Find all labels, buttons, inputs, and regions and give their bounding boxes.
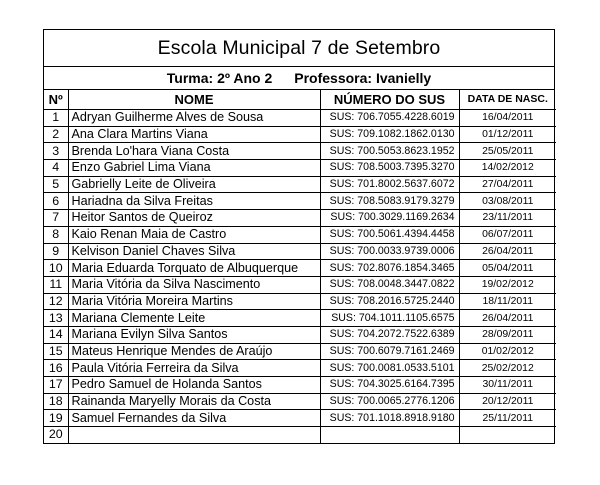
- birth-date: 16/04/2011: [459, 110, 556, 127]
- table-row: [44, 143, 556, 160]
- sus-number: SUS: 704.2072.7522.6389: [320, 326, 459, 343]
- student-name: Maria Vitória da Silva Nascimento: [68, 276, 320, 293]
- sus-number: SUS: 700.0033.9739.0006: [320, 243, 459, 260]
- sus-number: SUS: 708.5003.7395.3270: [320, 160, 459, 177]
- sus-number: SUS: 701.1018.8918.9180: [320, 410, 459, 427]
- column-header-sus: NÚMERO DO SUS: [320, 90, 459, 110]
- sus-number: SUS: 701.8002.5637.6072: [320, 176, 459, 193]
- student-name: Mariana Evilyn Silva Santos: [68, 326, 320, 343]
- row-number: 9: [44, 243, 68, 260]
- birth-date: [459, 427, 556, 443]
- birth-date: 06/07/2011: [459, 226, 556, 243]
- row-number: 5: [44, 176, 68, 193]
- student-name: Enzo Gabriel Lima Viana: [68, 160, 320, 177]
- table-row: [44, 226, 556, 243]
- table-row: [44, 293, 556, 310]
- table-row: [44, 326, 556, 343]
- sus-number: SUS: 700.5053.8623.1952: [320, 143, 459, 160]
- student-name: [68, 427, 320, 443]
- row-number: 10: [44, 260, 68, 277]
- class-info: [44, 67, 554, 90]
- row-number: 8: [44, 226, 68, 243]
- table-row: [44, 210, 556, 227]
- birth-date: 18/11/2011: [459, 293, 556, 310]
- birth-date: 01/12/2011: [459, 126, 556, 143]
- table-row: [44, 276, 556, 293]
- row-number: 7: [44, 210, 68, 227]
- student-name: Gabrielly Leite de Oliveira: [68, 176, 320, 193]
- table-row: [44, 243, 556, 260]
- row-number: 13: [44, 310, 68, 327]
- row-number: 15: [44, 343, 68, 360]
- birth-date: 01/02/2012: [459, 343, 556, 360]
- table-row: [44, 343, 556, 360]
- table-row: [44, 393, 556, 410]
- birth-date: 27/04/2011: [459, 176, 556, 193]
- student-name: Rainanda Maryelly Morais da Costa: [68, 393, 320, 410]
- student-name: Samuel Fernandes da Silva: [68, 410, 320, 427]
- sus-number: SUS: 700.0065.2776.1206: [320, 393, 459, 410]
- birth-date: 19/02/2012: [459, 276, 556, 293]
- birth-date: 25/05/2011: [459, 143, 556, 160]
- sus-number: SUS: 702.8076.1854.3465: [320, 260, 459, 277]
- sus-number: SUS: 708.2016.5725.2440: [320, 293, 459, 310]
- student-name: Mariana Clemente Leite: [68, 310, 320, 327]
- row-number: 4: [44, 160, 68, 177]
- row-number: 17: [44, 377, 68, 394]
- row-number: 20: [44, 427, 68, 443]
- sus-number: SUS: 700.5061.4394.4458: [320, 226, 459, 243]
- sus-number: SUS: 708.5083.9179.3279: [320, 193, 459, 210]
- sus-number: SUS: 706.7055.4228.6019: [320, 110, 459, 127]
- table-row: [44, 176, 556, 193]
- table-row: [44, 193, 556, 210]
- birth-date: 25/11/2011: [459, 410, 556, 427]
- sus-number: SUS: 709.1082.1862.0130: [320, 126, 459, 143]
- student-name: Paula Vitória Ferreira da Silva: [68, 360, 320, 377]
- student-table: [44, 90, 556, 443]
- table-row: [44, 310, 556, 327]
- row-number: 18: [44, 393, 68, 410]
- class-roster-sheet: [43, 29, 555, 444]
- sus-number: SUS: 704.1011.1105.6575: [320, 310, 459, 327]
- student-name: Kaio Renan Maia de Castro: [68, 226, 320, 243]
- table-row: [44, 427, 556, 443]
- student-name: Adryan Guilherme Alves de Sousa: [68, 110, 320, 127]
- teacher-label: Professora: Ivanielly: [294, 70, 432, 86]
- table-row: [44, 410, 556, 427]
- row-number: 16: [44, 360, 68, 377]
- table-row: [44, 160, 556, 177]
- table-row: [44, 126, 556, 143]
- school-title: Escola Municipal 7 de Setembro: [44, 30, 554, 67]
- row-number: 19: [44, 410, 68, 427]
- birth-date: 28/09/2011: [459, 326, 556, 343]
- birth-date: 25/02/2012: [459, 360, 556, 377]
- birth-date: 03/08/2011: [459, 193, 556, 210]
- birth-date: 20/12/2011: [459, 393, 556, 410]
- row-number: 3: [44, 143, 68, 160]
- sus-number: [320, 427, 459, 443]
- birth-date: 05/04/2011: [459, 260, 556, 277]
- birth-date: 30/11/2011: [459, 377, 556, 394]
- column-header-birthdate: DATA DE NASC.: [459, 90, 556, 110]
- student-name: Maria Vitória Moreira Martins: [68, 293, 320, 310]
- student-name: Brenda Lo'hara Viana Costa: [68, 143, 320, 160]
- sus-number: SUS: 700.0081.0533.5101: [320, 360, 459, 377]
- row-number: 11: [44, 276, 68, 293]
- row-number: 12: [44, 293, 68, 310]
- sus-number: SUS: 700.6079.7161.2469: [320, 343, 459, 360]
- student-name: Ana Clara Martins Viana: [68, 126, 320, 143]
- birth-date: 26/04/2011: [459, 243, 556, 260]
- table-row: [44, 110, 556, 127]
- column-header-name: NOME: [68, 90, 320, 110]
- birth-date: 23/11/2011: [459, 210, 556, 227]
- row-number: 2: [44, 126, 68, 143]
- birth-date: 14/02/2012: [459, 160, 556, 177]
- birth-date: 26/04/2011: [459, 310, 556, 327]
- table-row: [44, 260, 556, 277]
- sus-number: SUS: 700.3029.1169.2634: [320, 210, 459, 227]
- sus-number: SUS: 708.0048.3447.0822: [320, 276, 459, 293]
- class-label: Turma: 2º Ano 2: [166, 70, 273, 86]
- row-number: 14: [44, 326, 68, 343]
- student-name: Heitor Santos de Queiroz: [68, 210, 320, 227]
- student-name: Pedro Samuel de Holanda Santos: [68, 377, 320, 394]
- student-name: Kelvison Daniel Chaves Silva: [68, 243, 320, 260]
- row-number: 6: [44, 193, 68, 210]
- student-name: Mateus Henrique Mendes de Araújo: [68, 343, 320, 360]
- student-name: Maria Eduarda Torquato de Albuquerque: [68, 260, 320, 277]
- table-row: [44, 377, 556, 394]
- table-row: [44, 360, 556, 377]
- row-number: 1: [44, 110, 68, 127]
- table-header-row: [44, 90, 556, 110]
- column-header-number: Nº: [44, 90, 68, 110]
- sus-number: SUS: 704.3025.6164.7395: [320, 377, 459, 394]
- student-name: Hariadna da Silva Freitas: [68, 193, 320, 210]
